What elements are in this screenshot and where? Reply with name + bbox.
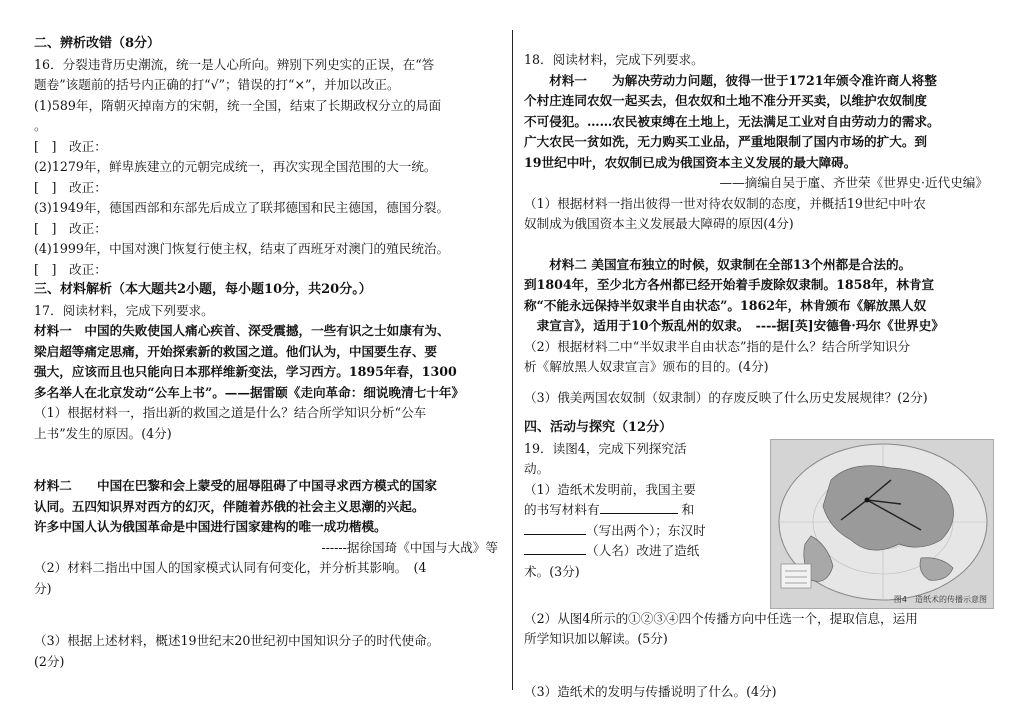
r-material-2-text: 到1804年，至少北方各州都已经开始着手废除奴隶制。1858年，林肯宣 xyxy=(524,277,935,292)
r-material-2-text: 隶宣言》，适用于10个叛乱州的奴隶。 ----据[英]安德鲁·玛尔《世界史》 xyxy=(524,318,944,333)
material-1-text: 强大，应该而且也只能向日本那样维新变法，学习西方。1895年春，1300 xyxy=(34,364,457,379)
material-2-text: 认同。五四知识界对西方的幻灭，伴随着苏俄的社会主义思潮的兴起。 xyxy=(34,498,425,514)
q17-2-text: （2）材料二指出中国人的国家模式认同有何变化，并分析其影响。 (4 xyxy=(34,560,427,575)
r-material-1-text: 不可侵犯。……农民被束缚在土地上，无法满足工业对自由劳动力的需求。 xyxy=(524,113,940,129)
q18-2-text: （2）根据材料二中“半奴隶半自由状态”指的是什么？结合所学知识分 xyxy=(524,338,911,354)
q17-3-text: (2分) xyxy=(34,653,65,669)
q17-3-text: （3）根据上述材料，概述19世纪末20世纪初中国知识分子的时代使命。 xyxy=(34,633,440,648)
q16-item-2: (2)1279年，鲜卑族建立的元朝完成统一，再次实现全国范围的大一统。 xyxy=(34,159,437,174)
q19-1-text xyxy=(524,541,756,562)
q19-1-text xyxy=(524,500,756,521)
r-material-2-text: 称“不能永远保持半奴隶半自由状态”。1862年，林肯颁布《解放黑人奴 xyxy=(524,297,927,313)
material-1-text: 梁启超等痛定思痛，开始探索新的救国之道。他们认为，中国要生存、要 xyxy=(34,343,437,359)
material-2-text: 许多中国人认为俄国革命是中国进行国家建构的唯一成功楷模。 xyxy=(34,519,387,534)
q17-title: 17．阅读材料，完成下列要求。 xyxy=(34,302,214,318)
r-material-1-text: 材料一 为解决劳动力问题，彼得一世于1721年颁令准许商人将整 xyxy=(524,72,937,88)
answer-blank: [ ] 改正： xyxy=(34,261,107,277)
q19-2-text: 所学知识加以解读。(5分) xyxy=(524,631,668,646)
r-material-2-text: 材料二 美国宣布独立的时候，奴隶制在全部13个州都是合法的。 xyxy=(524,256,912,272)
q19-1-text: （1）造纸术发明前，我国主要 xyxy=(524,481,696,497)
paper-spread-map xyxy=(770,439,994,609)
fill-blank-line xyxy=(524,522,586,535)
q17-1-text: 上书”发生的原因。(4分) xyxy=(34,425,172,441)
q18-3-text: （3）俄美两国农奴制（奴隶制）的存废反映了什么历史发展规律？(2分) xyxy=(524,389,928,405)
q19-text: 19．读图4，完成下列探究活 xyxy=(524,440,687,456)
fill-blank-line xyxy=(524,542,586,555)
material-2-text: 材料二 中国在巴黎和会上蒙受的屈辱阻碍了中国寻求西方模式的国家 xyxy=(34,478,437,493)
q16-text: 题卷”该题前的括号内正确的打“√”；错误的打“×”，并加以改正。 xyxy=(34,77,400,92)
map-figure xyxy=(771,440,993,608)
q19-1-text-part: （人名）改进了造纸 xyxy=(586,543,700,558)
section-3-title: 三、材料解析（本大题共2小题，每小题10分，共20分。） xyxy=(34,282,372,297)
q19-1-text-part: 的书写材料有 xyxy=(524,502,600,517)
q16-text: 16．分裂违背历史潮流，统一是人心所向。辨别下列史实的正误，在“答 xyxy=(34,56,435,72)
q16-item-4: (4)1999年，中国对澳门恢复行使主权，结束了西班牙对澳门的殖民统治。 xyxy=(34,241,450,256)
section-4-title: 四、活动与探究（12分） xyxy=(524,420,673,435)
q16-item-1: (1)589年，隋朝灭掉南方的宋朝，统一全国，结束了长期政权分立的局面 xyxy=(34,97,442,113)
q18-title: 18．阅读材料，完成下列要求。 xyxy=(524,52,704,67)
material-1-text: 材料一 中国的失败使国人痛心疾首、深受震撼，一些有识之士如康有为、 xyxy=(34,323,450,338)
q17-2-text: 分) xyxy=(34,580,52,596)
q18-1-text: 奴制成为俄国资本主义发展最大障碍的原因(4分) xyxy=(524,216,794,231)
q19-1-text: 术。(3分) xyxy=(524,563,580,579)
q19-2-text: （2）从图4所示的①②③④四个传播方向中任选一个，提取信息，运用 xyxy=(524,610,918,626)
q17-1-text: （1）根据材料一，指出新的救国之道是什么？结合所学知识分析“公车 xyxy=(34,405,427,420)
q19-1-text-part: 和 xyxy=(681,502,695,517)
section-2-title: 二、辨析改错（8分） xyxy=(34,36,161,51)
answer-blank: [ ] 改正： xyxy=(34,220,107,236)
q19-text: 动。 xyxy=(524,461,550,476)
right-column xyxy=(524,50,994,702)
r-material-1-text: 19世纪中叶，农奴制已成为俄国资本主义发展的最大障碍。 xyxy=(524,154,857,170)
q16-item-3: (3)1949年，德国西部和东部先后成立了联邦德国和民主德国，德国分裂。 xyxy=(34,200,450,215)
map-caption: 图4 造纸术的传播示意图 xyxy=(893,594,987,604)
r-material-1-source: ——摘编自吴于廑、齐世荣《世界史·近代史编》 xyxy=(719,175,988,190)
q19-block xyxy=(524,439,994,609)
answer-blank: [ ] 改正： xyxy=(34,179,107,195)
answer-blank: [ ] 改正： xyxy=(34,138,107,154)
fill-blank-line xyxy=(600,501,678,514)
q16-item-1: 。 xyxy=(34,118,47,133)
column-divider xyxy=(512,30,513,690)
q19-3-text: （3）造纸术的发明与传播说明了什么。(4分) xyxy=(524,683,777,699)
q19-1-text-part: （写出两个）；东汉时 xyxy=(586,522,706,538)
left-column xyxy=(34,34,504,672)
q18-2-text: 析《解放黑人奴隶宣言》颁布的目的。(4分) xyxy=(524,359,769,374)
q18-1-text: （1）根据材料一指出彼得一世对待农奴制的态度，并概括19世纪中叶农 xyxy=(524,195,926,211)
material-1-text: 多名举人在北京发动“公车上书”。——据雷颐《走向革命：细说晚清七十年》 xyxy=(34,384,465,400)
r-material-1-text: 广大农民一贫如洗，无力购买工业品，严重地限制了国内市场的扩大。到 xyxy=(524,134,927,149)
q19-1-text xyxy=(524,521,756,542)
material-2-source: ------据徐国琦《中国与大战》等 xyxy=(321,539,498,555)
r-material-1-text: 个村庄连同农奴一起买去，但农奴和土地不准分开买卖，以维护农奴制度 xyxy=(524,93,927,108)
